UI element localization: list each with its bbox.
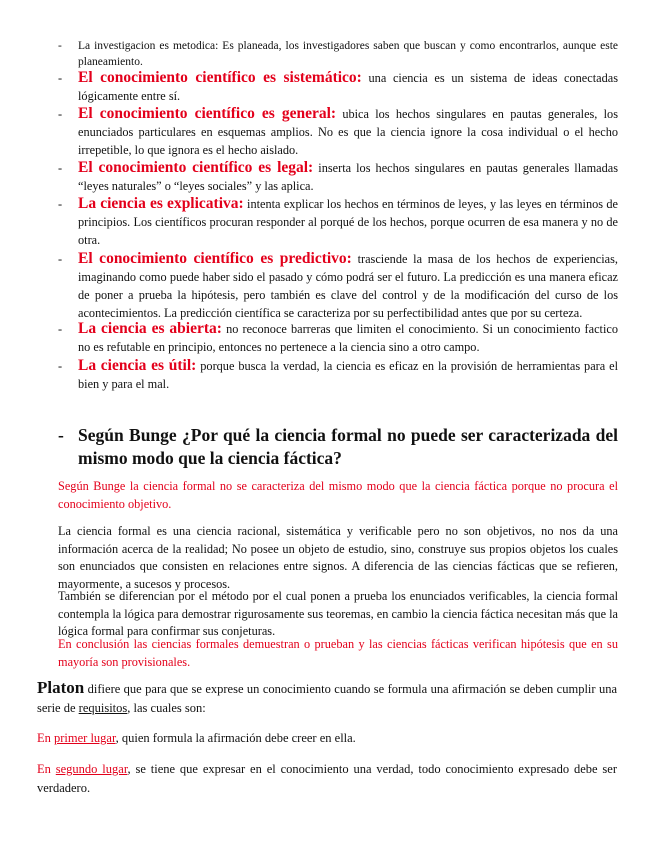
bullet-term: El conocimiento científico es predictivo: <box>78 250 352 267</box>
bullet-dash: - <box>58 107 63 121</box>
bullet-text: no reconoce barreras que limiten el conocimiento. Si un conocimiento factico no es refutable en principio, entonces no pertenece a la ciencia sino a otro campo. <box>78 322 618 354</box>
answer-paragraph-method: También se diferencian por el método por el cual ponen a prueba los enunciados verificables, la ciencia formal contempla la lógica para demostrar rigurosamente sus teoremas, en cambio la ciencia fáctica necesitan más que la lógica formal para confirmar sus conjeturas. <box>58 589 618 638</box>
bullet-term: El conocimiento científico es sistemático: <box>78 69 362 86</box>
req-text: , se tiene que expresar en el conocimiento una verdad, todo conocimiento expresado debe ser verdadero. <box>37 762 617 795</box>
question-dash: - <box>58 425 64 445</box>
bullet-text: La investigacion es metodica: Es planeada, los investigadores saben que buscan y como encontrarlos, aunque este planeamiento. <box>78 40 618 68</box>
bullet-dash: - <box>58 161 63 175</box>
bullet-metodica <box>58 38 618 70</box>
bullet-term: La ciencia es explicativa: <box>78 195 244 212</box>
bullet-dash: - <box>58 40 62 52</box>
answer-intro: Según Bunge la ciencia formal no se caracteriza del mismo modo que la ciencia fáctica porque no procura el conocimiento objetivo. <box>58 479 618 511</box>
req-en: En <box>37 731 51 745</box>
bullet-text: una ciencia es un sistema de ideas conectadas lógicamente entre sí. <box>78 71 618 103</box>
bullet-term: La ciencia es abierta: <box>78 320 222 337</box>
bullet-dash: - <box>58 359 63 373</box>
requirement-first <box>37 729 617 748</box>
platon-text: difiere que para que se exprese un conocimiento cuando se formula una afirmación se deben cumplir una serie de <box>37 682 618 715</box>
bullet-text: trasciende la masa de los hechos de experiencias, imaginando como puede haber sido el pasado y cómo podrá ser el futuro. La predicción es una manera eficaz de poner a prueba la hipótesis, pero también es clave del control y de la modificación del curso de los acontecimientos. La predicción científica se caracteriza por su perfectibilidad antes que por su certeza. <box>78 252 618 320</box>
bullet-predictivo <box>58 250 618 322</box>
primer-lugar-label: primer lugar <box>54 731 116 745</box>
bullet-general <box>58 105 618 159</box>
bullet-sistematico <box>58 69 618 105</box>
bullet-term: El conocimiento científico es legal: <box>78 159 314 176</box>
bullet-util <box>58 357 618 393</box>
req-en: En <box>37 762 51 776</box>
question-heading <box>58 424 618 470</box>
bullet-text: intenta explicar los hechos en términos de leyes, y las leyes en términos de principios. Los científicos procuran responder al porqué de los hechos, porque ocurren de esa manera y no de otra. <box>78 197 619 247</box>
answer-paragraph-formal: La ciencia formal es una ciencia racional, sistemática y verificable pero no son objetivos, no nos da una información acerca de la realidad; No posee un objeto de estudio, sino, construye sus propios objetos los cuales son enunciados que consisten en relaciones entre signos. A diferencia de las ciencias fácticas que se refieren, mayormente, a sucesos y procesos. <box>58 524 618 591</box>
requisitos-term: requisitos <box>78 701 128 715</box>
bullet-term: El conocimiento científico es general: <box>78 105 337 122</box>
bullet-text: ubica los hechos singulares en pautas generales, los enunciados particulares en esquemas amplios. No es que la ciencia ignore la cosa individual o el hecho irrepetible, lo que ignora es el hecho aislado. <box>78 107 618 157</box>
bullet-explicativa <box>58 195 618 249</box>
platon-text-end: , las cuales son: <box>127 701 206 715</box>
bullet-dash: - <box>58 322 63 336</box>
bullet-dash: - <box>58 71 63 85</box>
platon-name: Platon <box>37 678 85 697</box>
bullet-term: La ciencia es útil: <box>78 357 197 374</box>
bullet-text: porque busca la verdad, la ciencia es eficaz en la provisión de herramientas para el bien y para el mal. <box>78 359 618 391</box>
bullet-abierta <box>58 320 618 356</box>
segundo-lugar-label: segundo lugar <box>55 762 128 776</box>
requirement-second <box>37 760 617 798</box>
req-text: , quien formula la afirmación debe creer en ella. <box>115 731 356 745</box>
question-text: Según Bunge ¿Por qué la ciencia formal no puede ser caracterizada del mismo modo que la ciencia fáctica? <box>78 425 618 468</box>
bullet-legal <box>58 159 618 195</box>
platon-paragraph <box>37 678 617 718</box>
answer-conclusion: En conclusión las ciencias formales demuestran o prueban y las ciencias fácticas verifican hipótesis que en su mayoría son provisionales. <box>58 637 618 669</box>
bullet-text: inserta los hechos singulares en pautas generales llamadas “leyes naturales” o “leyes sociales” y las aplica. <box>78 161 619 193</box>
bullet-dash: - <box>58 197 63 211</box>
bullet-dash: - <box>58 252 63 266</box>
